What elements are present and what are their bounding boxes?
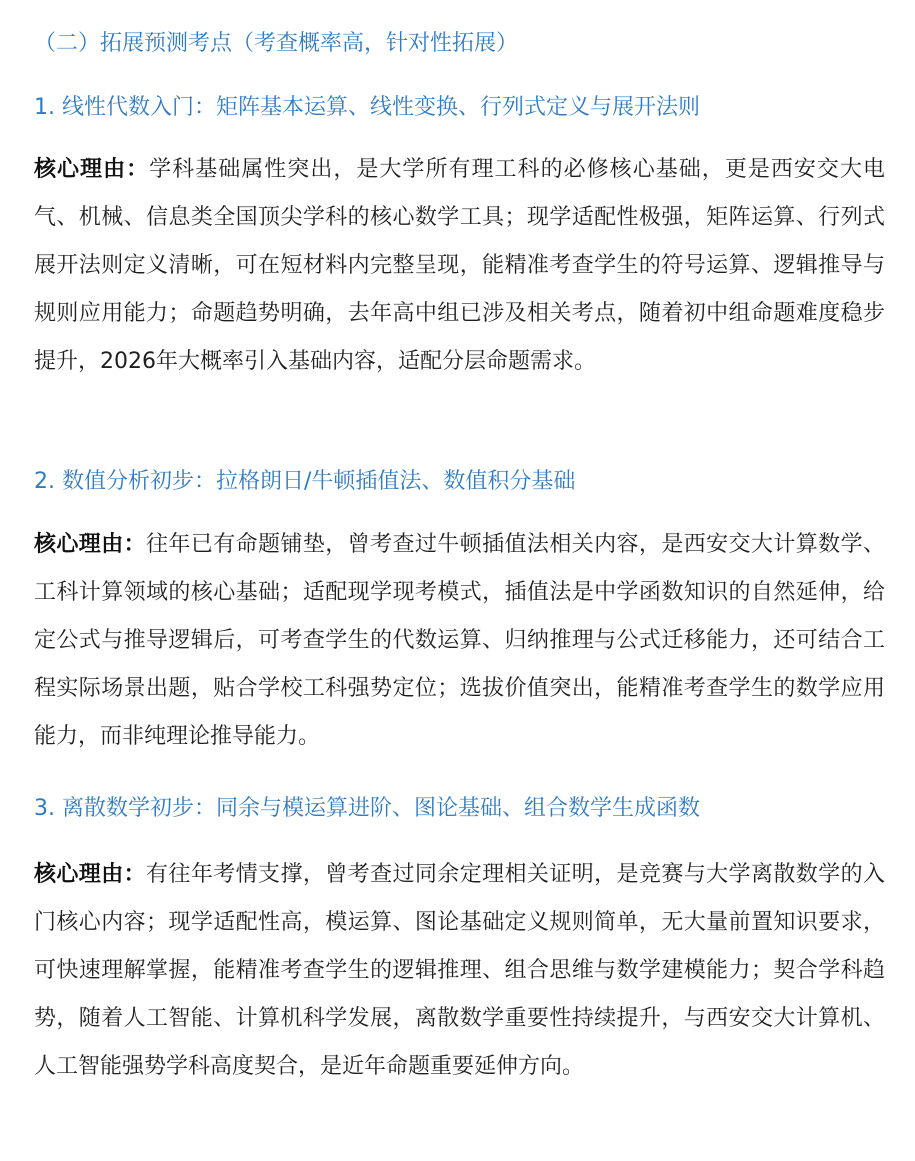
reason-text: 学科基础属性突出，是大学所有理工科的必修核心基础，更是西安交大电气、机械、信息类全国顶尖学科的核心数学工具；现学适配性极强，矩阵运算、行列式展开法则定义清晰，可在短材料内完整呈现，能精准考查学生的符号运算、逻辑推导与规则应用能力；命题趋势明确，去年高中组已涉及相关考点，随着初中组命题难度稳步提升，2026年大概率引入基础内容，适配分层命题需求。 [34,157,885,374]
topic-2-heading-block [34,464,885,500]
section-title: （二）拓展预测考点（考查概率高，针对性拓展） [34,31,519,56]
topic-3-heading-block [34,791,885,827]
topic-paragraph [34,146,885,386]
reason-label: 核心理由： [34,862,147,887]
topic-heading: 3. 离散数学初步：同余与模运算进阶、图论基础、组合数学生成函数 [34,796,700,821]
reason-text: 有往年考情支撑，曾考查过同余定理相关证明，是竞赛与大学离散数学的入门核心内容；现学适配性高，模运算、图论基础定义规则简单，无大量前置知识要求，可快速理解掌握，能精准考查学生的逻辑推理、组合思维与数学建模能力；契合学科趋势，随着人工智能、计算机科学发展，离散数学重要性持续提升，与西安交大计算机、人工智能强势学科高度契合，是近年命题重要延伸方向。 [34,862,885,1079]
reason-text: 往年已有命题铺垫，曾考查过牛顿插值法相关内容，是西安交大计算数学、工科计算领域的核心基础；适配现学现考模式，插值法是中学函数知识的自然延伸，给定公式与推导逻辑后，可考查学生的代数运算、归纳推理与公式迁移能力，还可结合工程实际场景出题，贴合学校工科强势定位；选拔价值突出，能精准考查学生的数学应用能力，而非纯理论推导能力。 [34,532,885,749]
topic-paragraph [34,521,885,761]
topic-2-paragraph-block [34,521,885,761]
section-title-block [34,26,885,62]
reason-label: 核心理由： [34,532,147,557]
topic-paragraph [34,851,885,1091]
topic-3-paragraph-block [34,851,885,1091]
topic-heading: 2. 数值分析初步：拉格朗日/牛顿插值法、数值积分基础 [34,469,576,494]
topic-1-paragraph-block [34,146,885,386]
topic-1-heading-block [34,90,885,126]
topic-heading: 1. 线性代数入门：矩阵基本运算、线性变换、行列式定义与展开法则 [34,95,700,120]
reason-label: 核心理由： [34,157,150,182]
